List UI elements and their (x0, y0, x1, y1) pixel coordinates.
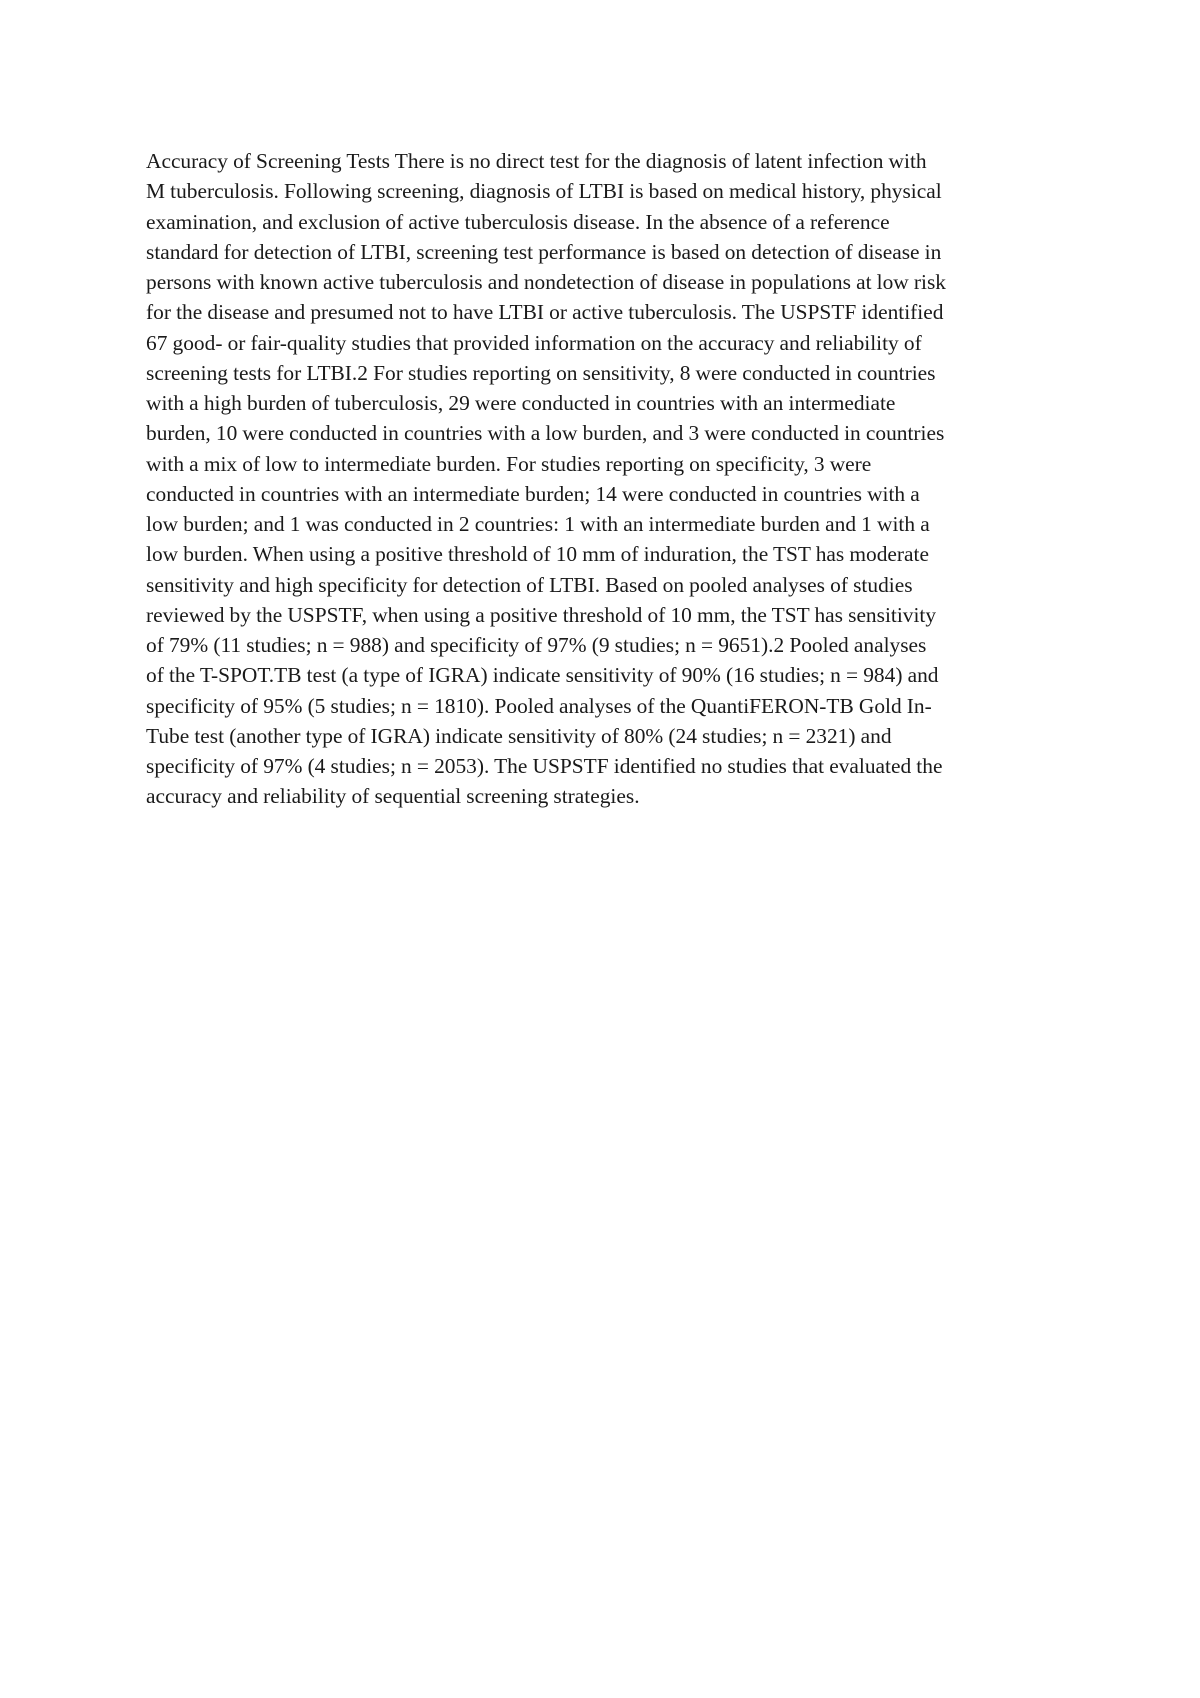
text-line: burden, 10 were conducted in countries with a low burden, and 3 were conducted in countries (146, 421, 945, 446)
text-line: with a high burden of tuberculosis, 29 were conducted in countries with an intermediate (146, 391, 896, 415)
text-line: low burden; and 1 was conducted in 2 countries: 1 with an intermediate burden and 1 with a (146, 512, 930, 536)
text-line: sensitivity and high specificity for detection of LTBI. Based on pooled analyses of studies (146, 572, 913, 597)
text-line: conducted in countries with an intermediate burden; 14 were conducted in countries with a (146, 481, 920, 506)
text-line: specificity of 95% (5 studies; n = 1810). Pooled analyses of the QuantiFERON-TB Gold In- (146, 693, 932, 718)
text-line: of the T-SPOT.TB test (a type of IGRA) indicate sensitivity of 90% (16 studies; n = 984) and (146, 663, 939, 688)
text-line: low burden. When using a positive threshold of 10 mm of induration, the TST has moderate (146, 542, 929, 567)
text-line: persons with known active tuberculosis and nondetection of disease in populations at low risk (146, 270, 946, 294)
text-line: for the disease and presumed not to have LTBI or active tuberculosis. The USPSTF identified (146, 300, 944, 325)
text-line: standard for detection of LTBI, screening test performance is based on detection of disease in (146, 239, 942, 264)
text-line: with a mix of low to intermediate burden. For studies reporting on specificity, 3 were (146, 451, 872, 476)
text-line: 67 good- or fair-quality studies that provided information on the accuracy and reliability of (146, 330, 922, 355)
text-line: of 79% (11 studies; n = 988) and specificity of 97% (9 studies; n = 9651).2 Pooled analyses (146, 633, 927, 657)
text-line: reviewed by the USPSTF, when using a positive threshold of 10 mm, the TST has sensitivity (146, 602, 937, 627)
text-line: Accuracy of Screening Tests There is no direct test for the diagnosis of latent infection with (146, 149, 927, 173)
text-line: Tube test (another type of IGRA) indicate sensitivity of 80% (24 studies; n = 2321) and (146, 723, 892, 748)
text-line: M tuberculosis. Following screening, diagnosis of LTBI is based on medical history, physical (146, 179, 942, 204)
text-line: examination, and exclusion of active tuberculosis disease. In the absence of a reference (146, 209, 890, 234)
text-line: accuracy and reliability of sequential screening strategies. (146, 784, 640, 809)
text-line: screening tests for LTBI.2 For studies reporting on sensitivity, 8 were conducted in countries (146, 360, 936, 385)
text-line: specificity of 97% (4 studies; n = 2053). The USPSTF identified no studies that evaluated the (146, 754, 943, 778)
body-paragraph (146, 146, 1068, 812)
